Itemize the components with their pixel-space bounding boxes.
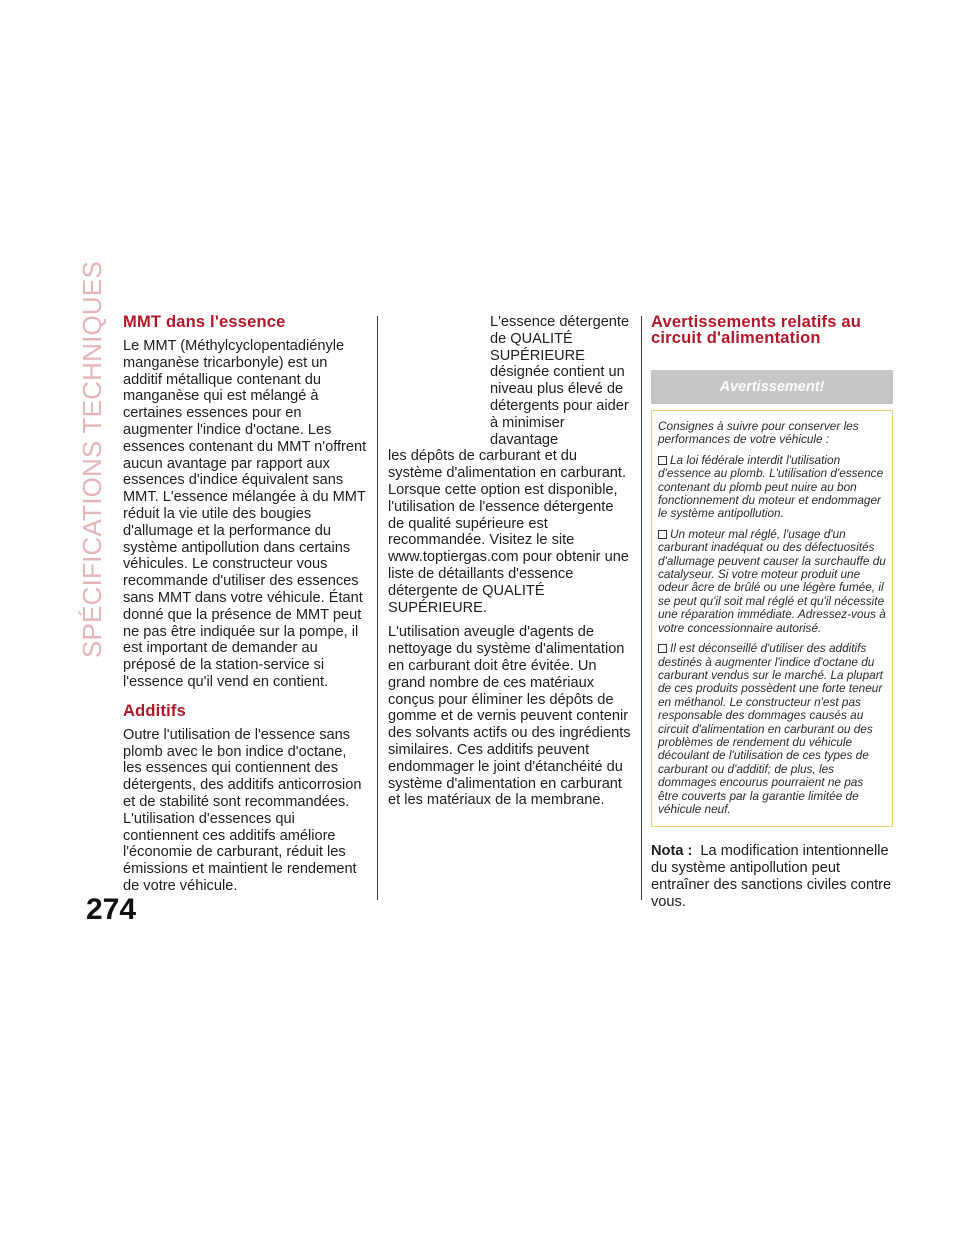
indented-line: à minimiser davantage <box>490 414 565 448</box>
warning-intro: Consignes à suivre pour conserver les performances de votre véhicule : <box>658 419 859 447</box>
indented-line: détergents pour aider <box>490 397 629 414</box>
indented-line: L'essence détergente <box>490 314 630 330</box>
section-side-tab <box>77 261 107 658</box>
column-middle <box>388 314 631 817</box>
heading-mmt: MMT dans l'essence <box>123 313 286 331</box>
warning-item-text: Un moteur mal réglé, l'usage d'un carburant inadéquat ou des défectuosités d'allumage peuvent causer la surchauffe du catalyseur. Si votre moteur produit une odeur âcre de brûlé ou une légère fumée, il se peut qu'il soit mal réglé et qu'il nécessite une réparation immédiate. Adressez-vous à votre concessionnaire autorisé. <box>658 526 886 635</box>
checkbox-bullet-icon <box>658 456 667 465</box>
checkbox-bullet-icon <box>658 530 667 539</box>
paragraph-additifs: Outre l'utilisation de l'essence sans plomb avec le bon indice d'octane, les essences qui contiennent des détergents, des additifs anticorrosion et de stabilité sont recommandées. L'utilisation d'essences qui contiennent ces additifs améliore l'économie de carburant, réduit les émissions et maintient le rendement de votre véhicule. <box>123 726 362 894</box>
checkbox-bullet-icon <box>658 644 667 653</box>
heading-additifs: Additifs <box>123 701 187 720</box>
indented-line: de QUALITÉ <box>490 330 573 347</box>
note-paragraph <box>651 843 893 910</box>
warning-item-text: La loi fédérale interdit l'utilisation d'essence au plomb. L'utilisation d'essence contenant du plomb peut nuire au bon fonctionnement du moteur et endommager le système antipollution. <box>658 452 884 521</box>
warning-item <box>658 454 886 521</box>
heading-fuel-warnings: Avertissements relatifs au circuit d'alimentation <box>651 313 862 347</box>
indented-line: niveau plus élevé de <box>490 381 624 398</box>
warning-box <box>651 410 893 827</box>
warning-item <box>658 528 886 635</box>
warning-item-text: Il est déconseillé d'utiliser des additifs destinés à augmenter l'indice d'octane du carburant vendus sur le marché. La plupart de ces produits possèdent une forte teneur en méthanol. Le constructeur n'est pas responsable des dommages causés au circuit d'alimentation en carburant ou des problèmes de rendement du véhicule découlant de l'utilisation de ces types de carburant ou d'additif; de plus, les dommages encourus pourraient ne pas être couverts par la garantie limitée de véhicule neuf. <box>658 641 883 816</box>
page-number: 274 <box>86 893 137 926</box>
paragraph-cleaning-agents: L'utilisation aveugle d'agents de nettoyage du système d'alimentation en carburant doit être évitée. Un grand nombre de ces matériaux conçus pour éliminer les dépôts de gomme et de vernis peuvent contenir des solvants actifs ou des ingrédients similaires. Ces additifs peuvent endommager le joint d'étanchéité du système d'alimentation en carburant et les matériaux de la membrane. <box>388 624 631 809</box>
warning-title-bar: Avertissement! <box>651 370 893 404</box>
paragraph-mmt: Le MMT (Méthylcyclopentadiényle manganèse tricarbonyle) est un additif métallique contenant du manganèse qui est mélangé à certaines essences pour en augmenter l'indice d'octane. Les essences contenant du MMT n'offrent aucun avantage par rapport aux essences d'indice équivalent sans MMT. L'essence mélangée à du MMT réduit la vie utile des bougies d'allumage et la performance du système antipollution dans certains véhicules. Le constructeur vous recommande d'utiliser des essences sans MMT dans votre véhicule. Étant donné que la présence de MMT peut ne pas être indiquée sur la pompe, il est important de demander au préposé de la station-service si l'essence qu'il vend en contient. <box>123 338 367 690</box>
indented-line: désignée contient un <box>490 364 625 381</box>
section-side-tab-label: SPÉCIFICATIONS TECHNIQUES <box>77 261 107 658</box>
column-right <box>651 314 893 911</box>
column-left <box>123 314 367 903</box>
indented-line: SUPÉRIEURE <box>490 347 585 364</box>
column-divider-1 <box>377 316 378 900</box>
indented-text-block <box>490 314 631 448</box>
note-text: La modification intentionnelle du système antipollution peut entraîner des sanctions civiles contre vous. <box>651 843 892 910</box>
note-label: Nota : <box>651 843 693 860</box>
paragraph-detergent: les dépôts de carburant et du système d'alimentation en carburant. Lorsque cette option est disponible, l'utilisation de l'essence détergente de qualité supérieure est recommandée. Visitez le site www.toptiergas.com pour obtenir une liste de détaillants d'essence détergente de QUALITÉ SUPÉRIEURE. <box>388 448 629 616</box>
warning-item <box>658 642 886 816</box>
column-divider-2 <box>641 316 642 900</box>
